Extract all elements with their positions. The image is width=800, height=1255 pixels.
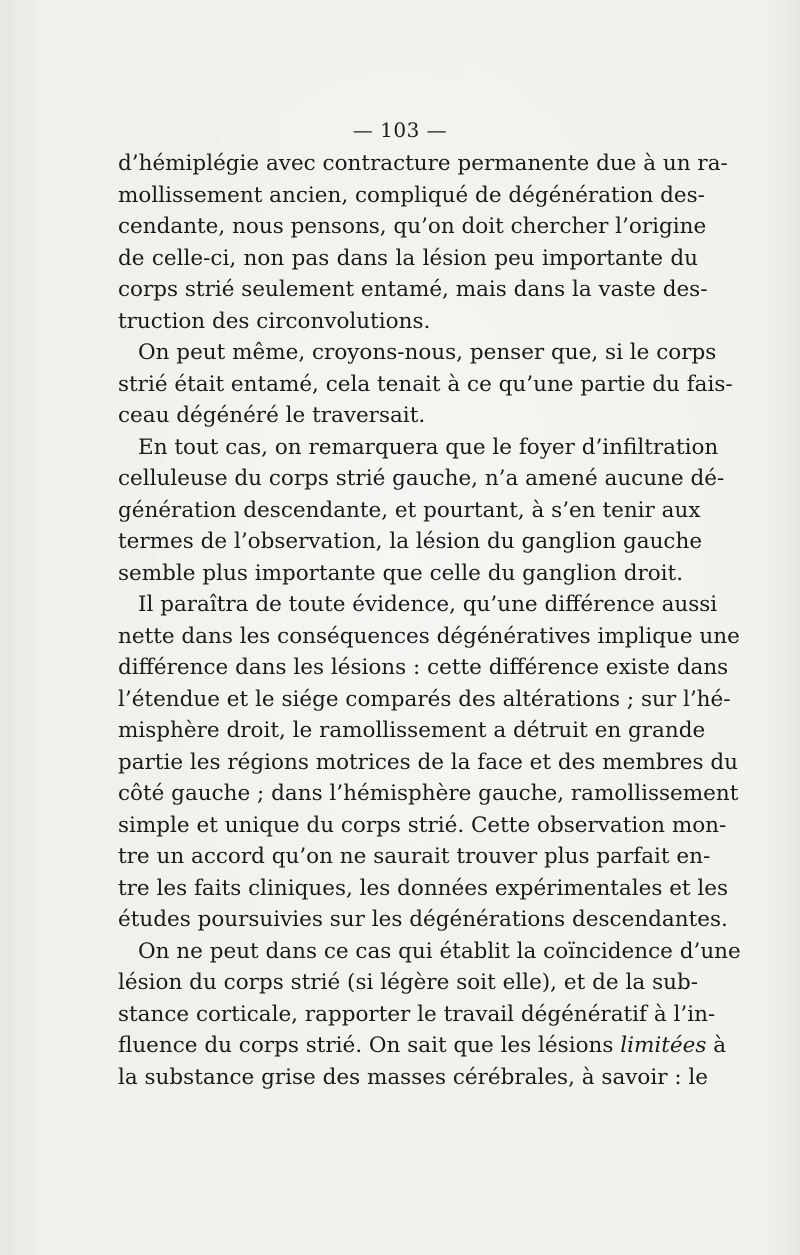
text-line: stance corticale, rapporter le travail dégénératif à l’in- bbox=[118, 1001, 716, 1027]
text-line: misphère droit, le ramollissement a détruit en grande bbox=[118, 718, 706, 743]
text-line: d’hémiplégie avec contracture permanente due à un ra- bbox=[118, 151, 728, 176]
text-line: nette dans les conséquences dégénératives implique une bbox=[118, 623, 740, 649]
text-line: l’étendue et le siége comparés des altérations ; sur l’hé- bbox=[118, 686, 731, 712]
text-line: celluleuse du corps strié gauche, n’a amené aucune dé- bbox=[118, 466, 725, 491]
text-line: différence dans les lésions : cette différence existe dans bbox=[118, 655, 729, 680]
paragraph-4 bbox=[118, 589, 740, 936]
text-line: tre un accord qu’on ne saurait trouver plus parfait en- bbox=[118, 844, 711, 869]
italic-word: limitées bbox=[620, 1033, 707, 1058]
text-line: mollissement ancien, compliqué de dégénération des- bbox=[118, 182, 705, 208]
text-line: semble plus importante que celle du ganglion droit. bbox=[118, 560, 684, 586]
text-line: côté gauche ; dans l’hémisphère gauche, ramollissement bbox=[118, 781, 739, 806]
text-line: la substance grise des masses cérébrales, à savoir : le bbox=[118, 1064, 709, 1090]
text-line: tre les faits cliniques, les données expérimentales et les bbox=[118, 875, 729, 901]
text-line: de celle-ci, non pas dans la lésion peu importante du bbox=[118, 245, 698, 271]
text-line: corps strié seulement entamé, mais dans la vaste des- bbox=[118, 277, 708, 302]
paragraph-5 bbox=[118, 936, 741, 1094]
text-line: On ne peut dans ce cas qui établit la coïncidence d’une bbox=[138, 938, 741, 964]
text-line: lésion du corps strié (si légère soit elle), et de la sub- bbox=[118, 970, 698, 995]
text-line: simple et unique du corps strié. Cette observation mon- bbox=[118, 812, 727, 838]
text-line: Il paraîtra de toute évidence, qu’une différence aussi bbox=[138, 592, 718, 617]
text-segment: fluence du corps strié. On sait que les lésions bbox=[118, 1033, 621, 1058]
body-text bbox=[118, 148, 741, 1093]
paragraph-1 bbox=[118, 148, 728, 337]
text-segment: à bbox=[706, 1033, 727, 1058]
text-line: cendante, nous pensons, qu’on doit chercher l’origine bbox=[118, 214, 707, 239]
text-line: études poursuivies sur les dégénérations descendantes. bbox=[118, 907, 728, 932]
text-line: On peut même, croyons-nous, penser que, si le corps bbox=[138, 340, 717, 365]
text-line: partie les régions motrices de la face et des membres du bbox=[118, 749, 738, 775]
text-line: génération descendante, et pourtant, à s’en tenir aux bbox=[118, 497, 701, 523]
text-line: ceau dégénéré le traversait. bbox=[118, 403, 426, 428]
paragraph-3 bbox=[118, 432, 725, 590]
text-line: En tout cas, on remarquera que le foyer d’infiltration bbox=[138, 434, 719, 460]
paragraph-2 bbox=[118, 337, 733, 432]
text-line: truction des circonvolutions. bbox=[118, 308, 431, 334]
text-line: strié était entamé, cela tenait à ce qu’une partie du fais- bbox=[118, 371, 733, 397]
text-line: termes de l’observation, la lésion du ganglion gauche bbox=[118, 529, 703, 554]
text-line-with-italic bbox=[118, 1030, 727, 1062]
page-number: — 103 — bbox=[352, 118, 448, 142]
